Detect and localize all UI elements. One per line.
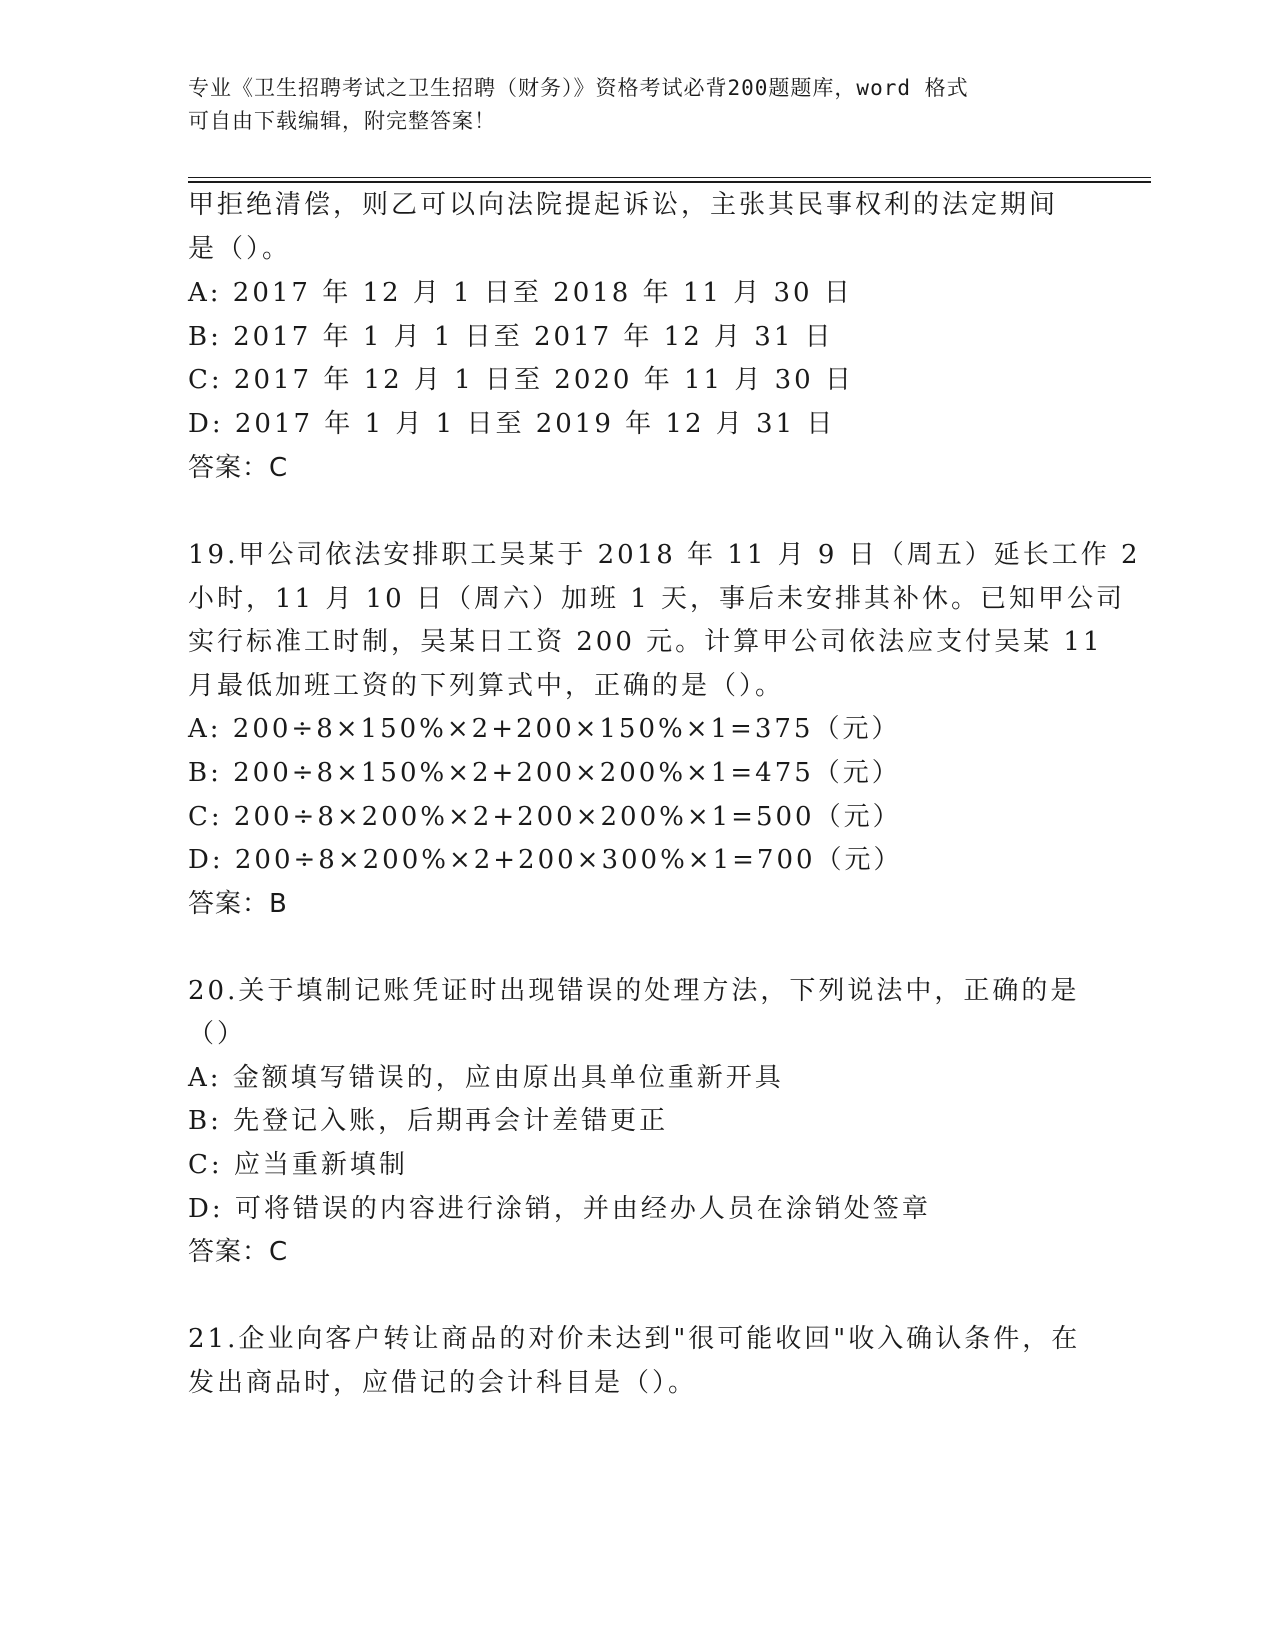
- q20-stem-line-2: （）: [188, 1019, 247, 1049]
- header-divider-thick: [188, 181, 1151, 183]
- document-header: [188, 72, 1088, 138]
- header-divider-thin: [188, 177, 1151, 178]
- q20-option-b: B: 先登记入账，后期再会计差错更正: [188, 1106, 669, 1136]
- q21-stem-line-1: 21.企业向客户转让商品的对价未达到"很可能收回"收入确认条件，在: [188, 1324, 1081, 1354]
- q19-stem-line-1: 19.甲公司依法安排职工吴某于 2018 年 11 月 9 日（周五）延长工作 2: [188, 540, 1141, 570]
- header-title-line-1: 专业《卫生招聘考试之卫生招聘（财务）》资格考试必背200题题库，word 格式: [188, 76, 969, 100]
- q18-option-d: D: 2017 年 1 月 1 日至 2019 年 12 月 31 日: [188, 409, 836, 439]
- q18-option-c: C: 2017 年 12 月 1 日至 2020 年 11 月 30 日: [188, 365, 854, 395]
- q19-option-b: B: 200÷8×150%×2+200×200%×1=475（元）: [188, 758, 901, 788]
- header-title-line-2: 可自由下载编辑，附完整答案！: [188, 109, 496, 133]
- q19-stem-line-2: 小时，11 月 10 日（周六）加班 1 天，事后未安排其补休。已知甲公司: [188, 584, 1126, 614]
- q18-stem-line-2: 是（）。: [188, 234, 292, 264]
- q18-option-b: B: 2017 年 1 月 1 日至 2017 年 12 月 31 日: [188, 322, 834, 352]
- q20-option-d: D: 可将错误的内容进行涂销，并由经办人员在涂销处签章: [188, 1194, 931, 1224]
- q20-option-a: A: 金额填写错误的，应由原出具单位重新开具: [188, 1063, 784, 1093]
- q19-option-a: A: 200÷8×150%×2+200×150%×1=375（元）: [188, 714, 901, 744]
- q19-option-d: D: 200÷8×200%×2+200×300%×1=700（元）: [188, 845, 903, 875]
- q18-stem-line-1: 甲拒绝清偿，则乙可以向法院提起诉讼，主张其民事权利的法定期间: [188, 190, 1059, 220]
- q18-option-a: A: 2017 年 12 月 1 日至 2018 年 11 月 30 日: [188, 278, 853, 308]
- q21-stem-line-2: 发出商品时，应借记的会计科目是（）。: [188, 1368, 698, 1398]
- q19-answer: 答案：B: [188, 889, 288, 919]
- q19-stem-line-3: 实行标准工时制，吴某日工资 200 元。计算甲公司依法应支付吴某 11: [188, 627, 1103, 657]
- q19-stem-line-4: 月最低加班工资的下列算式中，正确的是（）。: [188, 671, 785, 701]
- q20-stem-line-1: 20.关于填制记账凭证时出现错误的处理方法，下列说法中，正确的是: [188, 976, 1080, 1006]
- q20-answer: 答案：C: [188, 1237, 289, 1267]
- q18-answer: 答案：C: [188, 453, 289, 483]
- q19-option-c: C: 200÷8×200%×2+200×200%×1=500（元）: [188, 802, 902, 832]
- q20-option-c: C: 应当重新填制: [188, 1150, 408, 1180]
